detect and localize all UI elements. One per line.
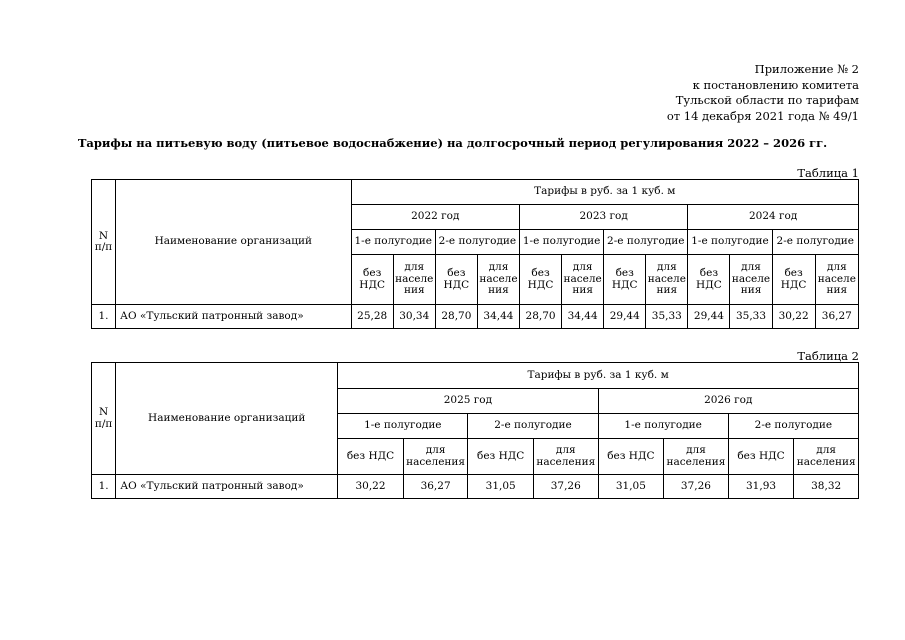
population-header	[730, 255, 772, 305]
num-header-pp: п/п	[94, 417, 113, 430]
header-text: населения	[536, 455, 596, 468]
header-text: без	[531, 267, 550, 279]
num-header-cell	[92, 180, 116, 305]
header-text: ния	[656, 284, 678, 297]
header-text: для	[826, 261, 847, 274]
tariff-value: 35,33	[730, 305, 772, 329]
tariff-value: 28,70	[435, 305, 477, 329]
header-text: ния	[826, 284, 848, 297]
tariff-value: 30,22	[338, 475, 404, 499]
organization-name: АО «Тульский патронный завод»	[116, 475, 338, 499]
header-text: для	[741, 261, 761, 274]
header-text: населения	[406, 455, 466, 468]
header-text: населе	[479, 272, 518, 285]
population-header	[403, 439, 468, 475]
header-text: для	[425, 444, 446, 456]
org-header-cell: Наименование организаций	[116, 363, 338, 475]
header-text: НДС	[359, 278, 386, 291]
header-text: НДС	[527, 278, 554, 291]
tariff-value: 37,26	[664, 475, 729, 499]
tariff-value: 34,44	[562, 305, 604, 329]
half1-header: 1-е полугодие	[598, 414, 728, 439]
no-vat-header	[351, 255, 393, 305]
tariff-value: 31,93	[728, 475, 794, 499]
tariff-value: 35,33	[646, 305, 688, 329]
no-vat-header	[772, 255, 815, 305]
half1-header: 1-е полугодие	[688, 230, 772, 255]
tariff-value: 25,28	[351, 305, 393, 329]
header-text: для	[686, 444, 706, 456]
table-row	[92, 305, 859, 329]
tariff-value: 34,44	[477, 305, 519, 329]
no-vat-header	[338, 439, 404, 475]
header-text: населе	[731, 272, 771, 285]
no-vat-header	[520, 255, 562, 305]
year-2022-header: 2022 год	[351, 205, 519, 230]
tariff-value: 36,27	[815, 305, 858, 329]
tariff-value: 30,34	[393, 305, 435, 329]
header-text: для	[656, 261, 677, 274]
annex-block	[667, 62, 859, 124]
header-text: для	[555, 444, 576, 456]
header-text: без	[363, 267, 382, 279]
header-text: НДС	[696, 278, 722, 291]
num-header-pp: п/п	[94, 241, 113, 253]
annex-line-3: Тульской области по тарифам	[675, 93, 859, 107]
header-text: ния	[572, 284, 593, 297]
tariff-value: 37,26	[533, 475, 598, 499]
row-number: 1.	[92, 305, 116, 329]
half1-header: 1-е полугодие	[338, 414, 468, 439]
tariff-header-cell: Тарифы в руб. за 1 куб. м	[351, 180, 858, 205]
header-text: населе	[817, 272, 856, 285]
population-header	[533, 439, 598, 475]
tariff-value: 29,44	[604, 305, 646, 329]
header-text: ния	[740, 284, 762, 297]
header-text: ния	[488, 284, 509, 297]
header-text: без НДС	[477, 449, 525, 462]
tariff-value: 38,32	[794, 475, 859, 499]
tariff-value: 31,05	[598, 475, 664, 499]
half2-header: 2-е полугодие	[435, 230, 519, 255]
num-header-n: N	[99, 406, 109, 418]
header-text: НДС	[780, 278, 807, 291]
half2-header: 2-е полугодие	[728, 414, 858, 439]
population-header	[393, 255, 435, 305]
header-text: без	[699, 267, 719, 279]
header-text: населе	[647, 272, 686, 285]
no-vat-header	[598, 439, 664, 475]
half2-header: 2-е полугодие	[468, 414, 598, 439]
half1-header: 1-е полугодие	[351, 230, 435, 255]
tariff-value: 30,22	[772, 305, 815, 329]
header-text: населе	[563, 272, 602, 285]
tariff-value: 36,27	[403, 475, 468, 499]
no-vat-header	[435, 255, 477, 305]
population-header	[646, 255, 688, 305]
header-text: для	[488, 261, 509, 274]
header-text: населения	[666, 455, 726, 468]
header-text: населения	[796, 455, 856, 468]
annex-line-2: к постановлению комитета	[692, 77, 859, 92]
annex-line-4: от 14 декабря 2021 года № 49/1	[666, 108, 859, 123]
table1-caption: Таблица 1	[797, 166, 859, 180]
row-number: 1.	[92, 475, 116, 499]
population-header	[562, 255, 604, 305]
tariff-value: 28,70	[520, 305, 562, 329]
half1-header: 1-е полугодие	[520, 230, 604, 255]
header-text: без НДС	[346, 449, 395, 462]
tariff-header-cell: Тарифы в руб. за 1 куб. м	[338, 363, 859, 389]
tariff-table-2	[91, 362, 859, 499]
tariff-value: 31,05	[468, 475, 534, 499]
no-vat-header	[468, 439, 534, 475]
header-text: для	[404, 261, 425, 274]
header-text: НДС	[611, 278, 638, 291]
header-text: без	[615, 267, 634, 279]
header-text: ния	[403, 284, 425, 297]
header-text: без НДС	[607, 449, 655, 462]
header-text: для	[816, 444, 837, 456]
tariff-table-1	[91, 179, 859, 329]
document-title: Тарифы на питьевую воду (питьевое водоснабжение) на долгосрочный период регулирования 2022 – 2026 гг.	[77, 136, 828, 150]
population-header	[477, 255, 519, 305]
org-header-cell: Наименование организаций	[116, 180, 352, 305]
organization-name: АО «Тульский патронный завод»	[116, 305, 352, 329]
year-2023-header: 2023 год	[520, 205, 688, 230]
table-row	[92, 475, 859, 499]
table2-caption: Таблица 2	[797, 349, 859, 363]
half2-header: 2-е полугодие	[604, 230, 688, 255]
no-vat-header	[604, 255, 646, 305]
header-text: без НДС	[737, 449, 785, 462]
tariff-value: 29,44	[688, 305, 730, 329]
no-vat-header	[728, 439, 794, 475]
num-header-n: N	[98, 229, 109, 242]
population-header	[815, 255, 858, 305]
header-text: населе	[395, 272, 434, 285]
no-vat-header	[688, 255, 730, 305]
header-text: без	[784, 267, 803, 279]
header-text: без	[447, 267, 466, 279]
population-header	[664, 439, 729, 475]
year-2024-header: 2024 год	[688, 205, 859, 230]
header-text: НДС	[443, 278, 470, 291]
num-header-cell	[92, 363, 116, 475]
annex-line-1: Приложение № 2	[754, 62, 859, 76]
year-2025-header: 2025 год	[338, 389, 598, 414]
header-text: для	[572, 261, 593, 274]
year-2026-header: 2026 год	[598, 389, 858, 414]
half2-header: 2-е полугодие	[772, 230, 858, 255]
population-header	[794, 439, 859, 475]
